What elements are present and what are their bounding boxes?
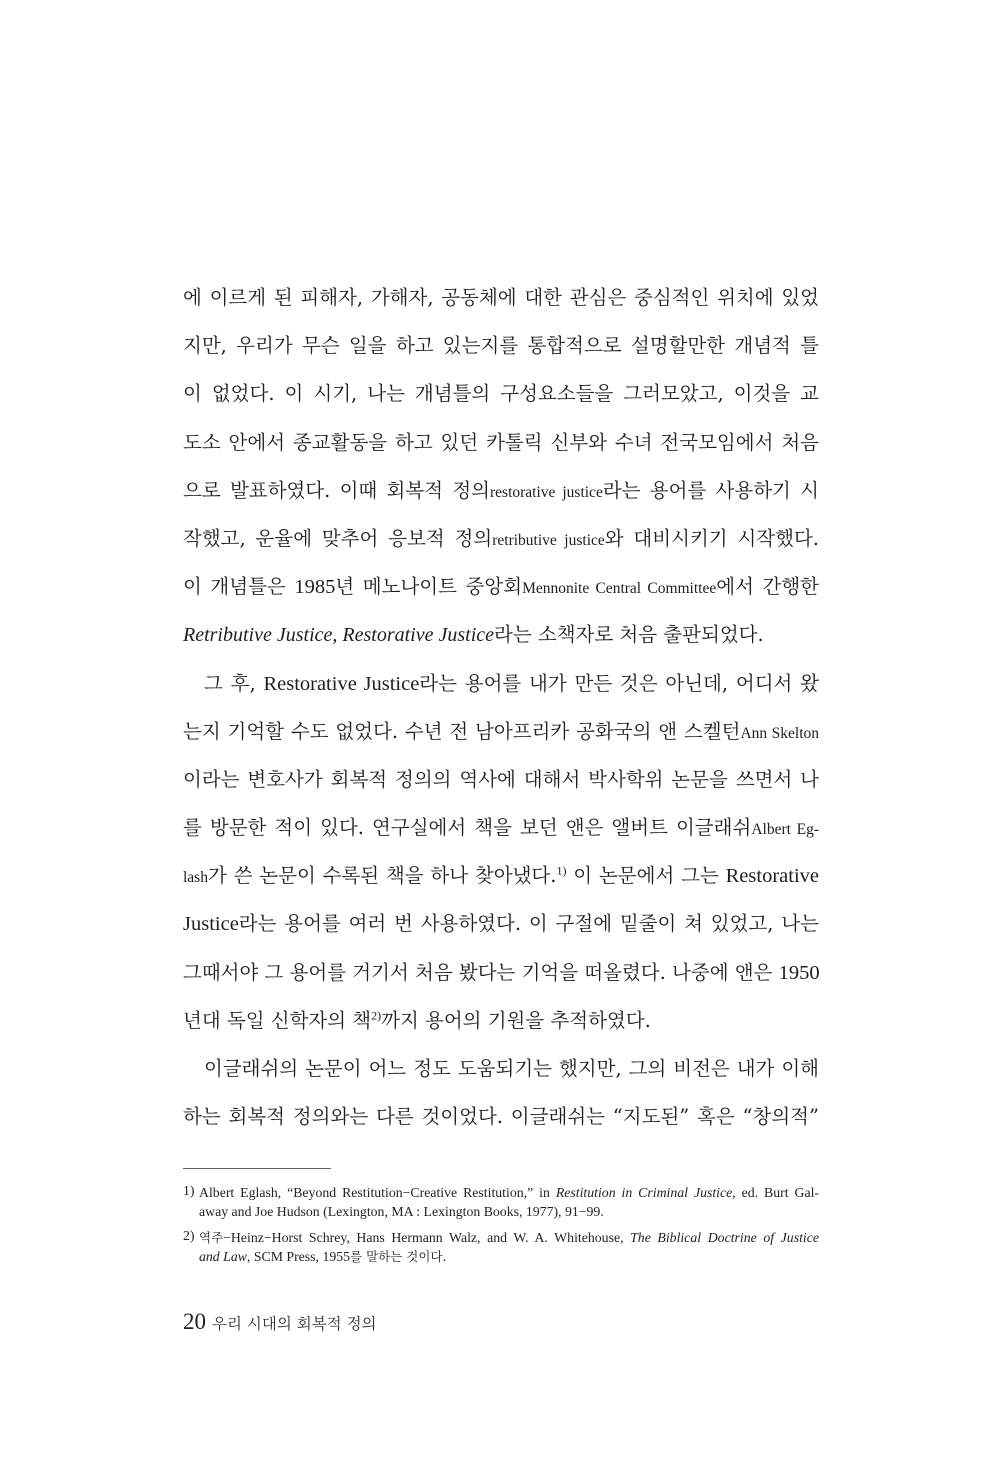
- text-span: 가 쓴 논문이 수록된 책을 하나 찾아냈다.: [207, 864, 557, 888]
- footnote: [183, 1228, 819, 1266]
- text-span: −Heinz−Horst Schrey, Hans Hermann Walz, and W. A. Whitehouse,: [223, 1230, 631, 1245]
- footnote-line: [199, 1247, 819, 1266]
- footnotes: [183, 1183, 819, 1273]
- text-line: [183, 660, 819, 708]
- text-span: 에서 간행한: [716, 575, 819, 599]
- text-line: [183, 467, 819, 515]
- english-term: lash: [183, 869, 208, 887]
- text-span: 와 대비시키기 시작했다.: [604, 526, 819, 550]
- book-title: Restitution in Criminal Justice: [555, 1185, 733, 1200]
- footnote-line: [199, 1183, 819, 1202]
- text-span: 를 방문한 적이 있다. 연구실에서 책을 보던 앤은 앨버트 이글래쉬: [183, 816, 752, 840]
- text-line: [183, 515, 819, 563]
- english-term: Albert Eg-: [751, 821, 820, 839]
- text-span: ,: [332, 624, 343, 647]
- page-number: 20: [183, 1309, 206, 1334]
- book-title: Retributive Justice: [183, 624, 333, 647]
- text-span: 역주: [199, 1230, 224, 1245]
- text-span: 라는 소책자로 처음 출판되었다.: [494, 623, 764, 647]
- page-footer: [183, 1309, 377, 1335]
- text-span: 년대 독일 신학자의 책: [183, 1008, 372, 1032]
- book-title: Restorative Justice: [342, 624, 495, 647]
- text-span: 를 말하는 것이다.: [350, 1249, 447, 1264]
- text-line: 이글래쉬의 논문이 어느 정도 도움되기는 했지만, 그의 비전은 내가 이해: [204, 1057, 819, 1080]
- text-line: 이 없었다. 이 시기, 나는 개념틀의 구성요소들을 그러모았고, 이것을 교: [183, 382, 819, 406]
- text-span: 으로 발표하였다. 이때 회복적 정의: [183, 478, 490, 502]
- text-span: 그때서야 그 용어를 거기서 처음 봤다는 기억을 떠올렸다. 나중에 앤은: [183, 960, 779, 984]
- english-term: restorative justice: [490, 483, 603, 501]
- footnote: [183, 1183, 819, 1221]
- running-title: 우리 시대의 회복적 정의: [212, 1315, 377, 1333]
- english-term: Restorative: [725, 865, 819, 888]
- text-span: 라는 용어를 사용하기 시: [602, 478, 820, 502]
- footnote-line: away and Joe Hudson (Lexington, MA : Lexington Books, 1977), 91−99.: [199, 1204, 604, 1219]
- text-span: , ed. Burt Gal-: [732, 1185, 820, 1200]
- text-span: 년 메노나이트 중앙회: [335, 575, 523, 599]
- text-line: 하는 회복적 정의와는 다른 것이었다. 이글래쉬는 “지도된” 혹은 “창의적”: [183, 1105, 819, 1129]
- text-span: 이 개념틀은: [183, 575, 295, 599]
- text-line: [183, 852, 819, 900]
- text-line: [183, 563, 819, 611]
- text-span: 라는 용어를 내가 만든 것은 아닌데, 어디서 왔: [419, 671, 819, 695]
- body-text: [183, 274, 819, 1141]
- footnote-number: 1): [183, 1183, 195, 1198]
- text-span: , SCM Press, 1955: [246, 1249, 351, 1264]
- year: 1985: [294, 576, 336, 599]
- text-span: 는지 기억할 수도 없었다. 수년 전 남아프리카 공화국의 앤 스켈턴: [183, 719, 741, 743]
- english-term: Ann Skelton: [740, 724, 820, 742]
- text-line: 지만, 우리가 무슨 일을 하고 있는지를 통합적으로 설명할만한 개념적 틀: [183, 334, 819, 358]
- text-line: 에 이르게 된 피해자, 가해자, 공동체에 대한 관심은 중심적인 위치에 있었: [183, 286, 819, 309]
- text-line: 이라는 변호사가 회복적 정의의 역사에 대해서 박사학위 논문을 쓰면서 나: [183, 767, 819, 791]
- text-line: [183, 949, 819, 997]
- year: 1950: [778, 961, 820, 984]
- text-line: [183, 708, 819, 756]
- text-line: [183, 900, 819, 948]
- text-span: 라는 용어를 여러 번 사용하였다. 이 구절에 밑줄이 쳐 있었고, 나는: [238, 912, 819, 936]
- book-title: and Law: [199, 1249, 247, 1264]
- english-term: Restorative Justice: [263, 672, 420, 695]
- text-span: Albert Eglash, “Beyond Restitution−Creative Restitution,” in: [199, 1185, 556, 1200]
- text-line: [183, 611, 819, 659]
- footnote-ref: 2): [371, 1008, 382, 1023]
- footnote-number: 2): [183, 1228, 195, 1243]
- footnote-ref: 1): [556, 863, 567, 878]
- text-line: [183, 997, 819, 1045]
- footnote-divider: [183, 1168, 331, 1169]
- footnote-line: [199, 1228, 819, 1247]
- text-span: 작했고, 운율에 맞추어 응보적 정의: [183, 526, 493, 550]
- text-span: 이 논문에서 그는: [566, 864, 726, 888]
- english-term: retributive justice: [492, 531, 605, 549]
- text-line: 도소 안에서 종교활동을 하고 있던 카톨릭 신부와 수녀 전국모임에서 처음: [183, 430, 819, 454]
- text-line: [183, 804, 819, 852]
- english-term: Mennonite Central Committee: [522, 580, 717, 598]
- book-title: The Biblical Doctrine of Justice: [630, 1230, 819, 1245]
- english-term: Justice: [183, 913, 239, 936]
- text-span: 그 후,: [204, 671, 264, 695]
- text-span: 까지 용어의 기원을 추적하였다.: [381, 1008, 651, 1032]
